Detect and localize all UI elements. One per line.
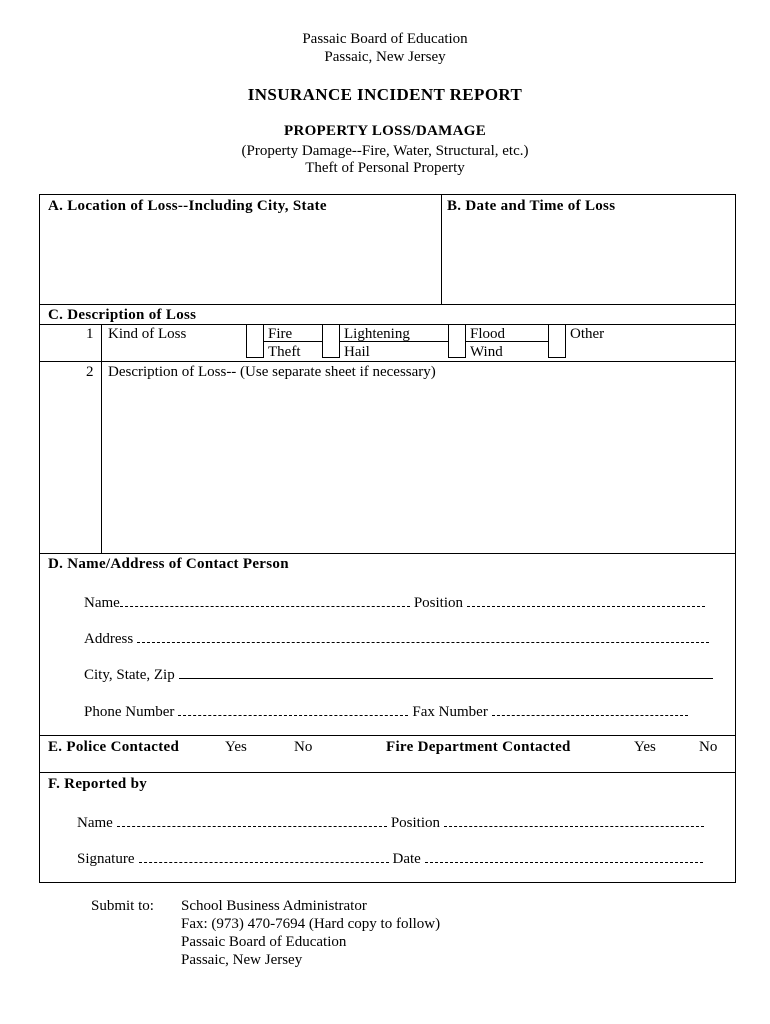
contact-phone-label: Phone Number — [84, 704, 175, 720]
option-flood: Flood — [470, 326, 506, 342]
divider — [40, 553, 735, 554]
option-fire: Fire — [268, 326, 293, 342]
option-hail: Hail — [344, 344, 370, 360]
reporter-date-field[interactable] — [425, 849, 703, 863]
fire-theft-checkbox-column[interactable] — [246, 324, 264, 358]
reporter-name-field[interactable] — [117, 813, 387, 827]
reporter-signature-row — [77, 849, 707, 868]
form-subnote: (Property Damage--Fire, Water, Structural, etc.) — [241, 143, 529, 159]
option-wind: Wind — [470, 344, 503, 360]
submit-line-2: Fax: (973) 470-7694 (Hard copy to follow) — [181, 916, 441, 932]
police-yes-option[interactable]: Yes — [225, 739, 247, 755]
contact-fax-label: Fax Number — [412, 704, 488, 720]
divider — [40, 324, 735, 325]
police-no-option[interactable]: No — [294, 739, 313, 755]
option-other: Other — [570, 326, 605, 342]
page-title: INSURANCE INCIDENT REPORT — [247, 85, 523, 104]
submit-line-1: School Business Administrator — [181, 898, 367, 914]
divider — [40, 735, 735, 736]
contact-fax-field[interactable] — [492, 702, 688, 716]
reporter-signature-label: Signature — [77, 851, 135, 867]
contact-phone-field[interactable] — [178, 702, 408, 716]
reporter-signature-field[interactable] — [139, 849, 389, 863]
option-lightening: Lightening — [344, 326, 410, 342]
reporter-name-row — [77, 813, 708, 832]
reporter-position-field[interactable] — [444, 813, 704, 827]
contact-address-field[interactable] — [137, 629, 709, 643]
reporter-date-label: Date — [392, 851, 421, 867]
fire-dept-contacted-label: Fire Department Contacted — [386, 739, 571, 755]
row-number: 2 — [86, 364, 94, 380]
contact-name-field[interactable] — [120, 593, 410, 607]
org-location: Passaic, New Jersey — [324, 49, 446, 65]
contact-city-label: City, State, Zip — [84, 667, 175, 683]
fire-dept-yes-option[interactable]: Yes — [634, 739, 656, 755]
contact-address-label: Address — [84, 631, 134, 647]
contact-name-label: Name — [84, 595, 120, 611]
contact-position-field[interactable] — [467, 593, 705, 607]
divider — [40, 772, 735, 773]
reporter-position-label: Position — [390, 815, 441, 831]
other-checkbox[interactable] — [548, 324, 566, 358]
divider — [441, 195, 442, 304]
contact-address-row — [84, 629, 713, 648]
contact-phone-row — [84, 702, 692, 721]
contact-city-row — [84, 665, 717, 684]
option-theft: Theft — [268, 344, 301, 360]
reporter-name-label: Name — [77, 815, 113, 831]
divider — [40, 361, 735, 362]
flood-wind-checkbox-column[interactable] — [448, 324, 466, 358]
description-of-loss-field[interactable] — [106, 385, 730, 549]
submit-line-3: Passaic Board of Education — [181, 934, 347, 950]
lightening-hail-checkbox-column[interactable] — [322, 324, 340, 358]
contact-name-row — [84, 593, 709, 612]
contact-city-field[interactable] — [179, 665, 713, 679]
row-number: 1 — [86, 326, 94, 342]
divider — [101, 324, 102, 553]
section-c-label: C. Description of Loss — [48, 307, 197, 323]
submit-line-4: Passaic, New Jersey — [181, 952, 303, 968]
section-f-label: F. Reported by — [48, 776, 148, 792]
form-subtitle: PROPERTY LOSS/DAMAGE — [283, 123, 487, 139]
location-of-loss-field[interactable] — [44, 219, 434, 301]
divider — [40, 304, 735, 305]
date-time-field[interactable] — [446, 219, 730, 301]
description-of-loss-label: Description of Loss-- (Use separate sheet if necessary) — [108, 364, 436, 380]
kind-of-loss-label: Kind of Loss — [108, 326, 187, 342]
section-d-label: D. Name/Address of Contact Person — [48, 556, 289, 572]
submit-to-label: Submit to: — [91, 898, 154, 914]
section-b-label: B. Date and Time of Loss — [447, 198, 616, 214]
section-a-label: A. Location of Loss--Including City, State — [48, 198, 327, 214]
form-subnote-2: Theft of Personal Property — [305, 160, 465, 176]
incident-form — [39, 194, 736, 883]
fire-dept-no-option[interactable]: No — [699, 739, 718, 755]
police-contacted-label: E. Police Contacted — [48, 739, 180, 755]
contact-position-label: Position — [413, 595, 464, 611]
org-name: Passaic Board of Education — [302, 31, 468, 47]
